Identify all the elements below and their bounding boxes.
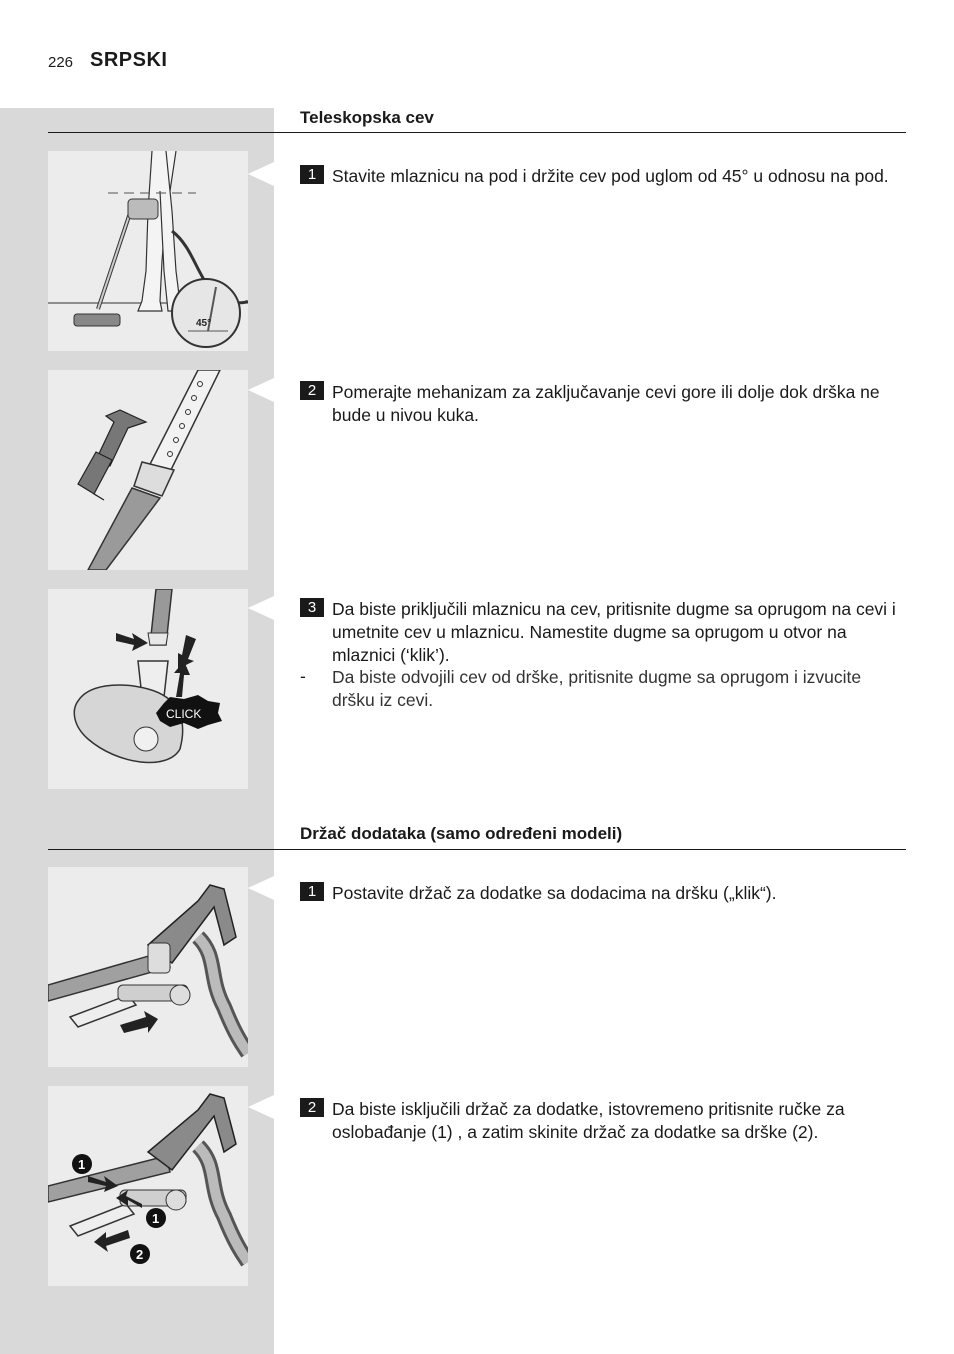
step-number-badge: 2 [300, 1098, 324, 1117]
bullet-dash: - [300, 666, 306, 686]
step-3-sub-note [300, 666, 906, 712]
illustration-pointer [248, 162, 274, 186]
illustration-pointer [248, 1095, 274, 1119]
illustration-attach-holder [48, 867, 248, 1067]
step-number-badge: 1 [300, 882, 324, 901]
illustration-tube-adjust [48, 370, 248, 570]
illustration-nozzle-click [48, 589, 248, 789]
sub-note-text: Da biste odvojili cev od drške, pritisnite dugme sa oprugom i izvucite dršku iz cevi. [332, 667, 862, 710]
section-title-telescopic-tube: Teleskopska cev [300, 108, 434, 127]
illustration-pointer [248, 596, 274, 620]
click-label: CLICK [166, 707, 202, 721]
callout-1b-label: 1 [152, 1211, 160, 1226]
angle-label: 45° [196, 318, 212, 329]
step-1-telescopic [300, 165, 906, 188]
page-language: SRPSKI [90, 49, 168, 71]
step-text: Stavite mlaznicu na pod i držite cev pod uglom od 45° u odnosu na pod. [332, 166, 889, 186]
step-2-telescopic [300, 381, 906, 427]
section-divider [48, 132, 906, 133]
illustration-hold-45deg [48, 151, 248, 351]
detach-holder-drawing [48, 1086, 248, 1286]
nozzle-click-drawing [48, 589, 248, 789]
step-text: Da biste priključili mlaznicu na cev, pritisnite dugme sa oprugom na cevi i umetnite cev u mlaznicu. Namestite dugme sa oprugom u otvor na mlaznici (‘klik’). [332, 599, 896, 665]
step-3-telescopic [300, 598, 906, 667]
step-2-accessory [300, 1098, 906, 1144]
step-number-badge: 2 [300, 381, 324, 400]
tube-adjust-drawing [48, 370, 248, 570]
vacuum-angle-drawing [48, 151, 248, 351]
step-number-badge: 1 [300, 165, 324, 184]
callout-2-label: 2 [136, 1247, 144, 1262]
illustration-detach-holder [48, 1086, 248, 1286]
attach-holder-drawing [48, 867, 248, 1067]
section-title-accessory-holder: Držač dodataka (samo određeni modeli) [300, 824, 623, 843]
step-number-badge: 3 [300, 598, 324, 617]
section-divider [48, 849, 906, 850]
illustration-pointer [248, 378, 274, 402]
step-1-accessory [300, 882, 906, 905]
step-text: Pomerajte mehanizam za zaključavanje cevi gore ili dolje dok drška ne bude u nivou kuka. [332, 382, 880, 425]
step-text: Postavite držač za dodatke sa dodacima na dršku („klik“). [332, 883, 777, 903]
page-number: 226 [48, 54, 74, 71]
illustration-pointer [248, 876, 274, 900]
step-text: Da biste isključili držač za dodatke, istovremeno pritisnite ručke za oslobađanje (1) , a zatim skinite držač za dodatke sa drške (2). [332, 1099, 845, 1142]
callout-1-label: 1 [78, 1157, 86, 1172]
